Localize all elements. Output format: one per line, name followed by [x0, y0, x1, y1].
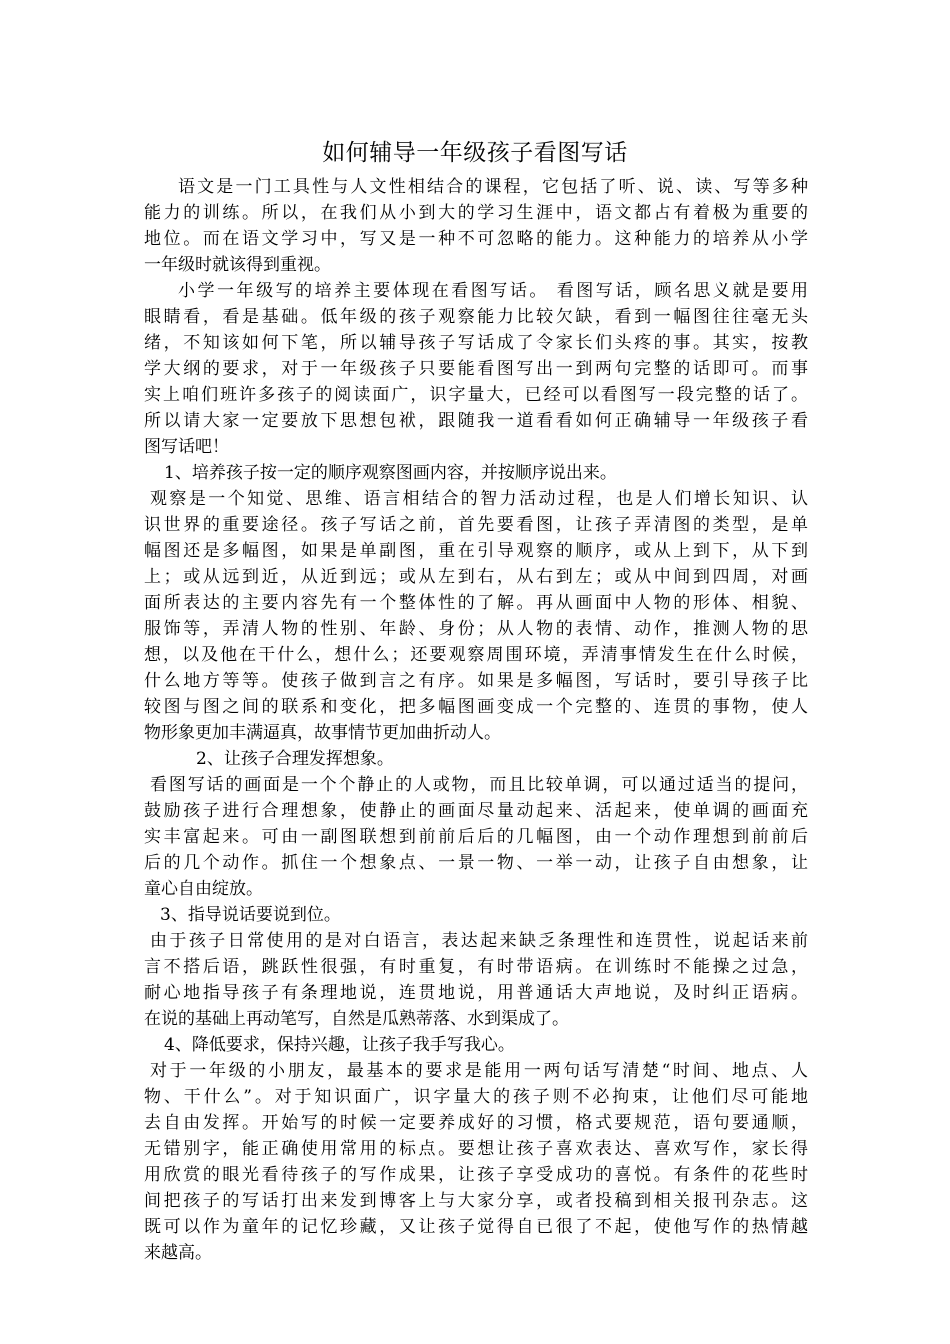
text-line: 实上咱们班许多孩子的阅读面广，识字量大，已经可以看图写一段完整的话了。 [144, 385, 808, 405]
text-line: 图写话吧！ [144, 437, 229, 457]
text-line: 上；或从远到近，从近到远；或从左到右，从右到左；或从中间到四周，对画 [144, 567, 808, 587]
text-line: 在说的基础上再动笔写，自然是瓜熟蒂落、水到渠成了。 [144, 1009, 569, 1029]
text-line: 实丰富起来。可由一副图联想到前前后后的几幅图，由一个动作理想到前前后 [144, 827, 808, 847]
text-line: 绪，不知该如何下笔，所以辅导孩子写话成了令家长们头疼的事。其实，按教 [144, 333, 808, 353]
text-line: 幅图还是多幅图，如果是单副图，重在引导观察的顺序，或从上到下，从下到 [144, 541, 808, 561]
text-line: 去自由发挥。开始写的时候一定要养成好的习惯，格式要规范，语句要通顺， [144, 1113, 808, 1133]
text-line: 眼睛看，看是基础。低年级的孩子观察能力比较欠缺，看到一幅图往往毫无头 [144, 307, 808, 327]
text-line: 物形象更加丰满逼真，故事情节更加曲折动人。 [144, 723, 501, 743]
text-line: 什么地方等等。使孩子做到言之有序。如果是多幅图，写话时，要引导孩子比 [144, 671, 808, 691]
document-body [144, 174, 808, 1266]
text-line: 用欣赏的眼光看待孩子的写作成果，让孩子享受成功的喜悦。有条件的花些时 [144, 1165, 808, 1185]
text-line: 面所表达的主要内容先有一个整体性的了解。再从画面中人物的形体、相貌、 [144, 593, 808, 613]
text-line: 想，以及他在干什么，想什么；还要观察周围环境，弄清事情发生在什么时候， [144, 645, 808, 665]
section-heading: 1、培养孩子按一定的顺序观察图画内容，并按顺序说出来。 [164, 463, 617, 483]
text-line: 既可以作为童年的记忆珍藏，又让孩子觉得自已很了不起，使他写作的热情越 [144, 1217, 808, 1237]
text-line: 耐心地指导孩子有条理地说，连贯地说，用普通话大声地说，及时纠正语病。 [144, 983, 808, 1003]
text-line: 一年级时就该得到重视。 [144, 255, 331, 275]
section-heading: 2、让孩子合理发挥想象。 [196, 749, 394, 769]
text-line: 地位。而在语文学习中，写又是一种不可忽略的能力。这种能力的培养从小学 [144, 229, 808, 249]
text-line: 鼓励孩子进行合理想象，使静止的画面尽量动起来、活起来，使单调的画面充 [144, 801, 808, 821]
section-heading: 3、指导说话要说到位。 [160, 905, 341, 925]
text-line: 能力的训练。所以，在我们从小到大的学习生涯中，语文都占有着极为重要的 [144, 203, 808, 223]
text-line: 较图与图之间的联系和变化，把多幅图画变成一个完整的、连贯的事物，使人 [144, 697, 808, 717]
text-line: 由于孩子日常使用的是对白语言，表达起来缺乏条理性和连贯性，说起话来前 [150, 931, 808, 951]
text-line: 小学一年级写的培养主要体现在看图写话。 看图写话，顾名思义就是要用 [178, 281, 808, 301]
text-line: 所以请大家一定要放下思想包袱，跟随我一道看看如何正确辅导一年级孩子看 [144, 411, 808, 431]
text-line: 后的几个动作。抓住一个想象点、一景一物、一举一动，让孩子自由想象，让 [144, 853, 808, 873]
text-line: 观察是一个知觉、思维、语言相结合的智力活动过程，也是人们增长知识、认 [150, 489, 808, 509]
text-line: 识世界的重要途径。孩子写话之前，首先要看图，让孩子弄清图的类型，是单 [144, 515, 808, 535]
text-line: 服饰等，弄清人物的性别、年龄、身份；从人物的表情、动作，推测人物的思 [144, 619, 808, 639]
document-title: 如何辅导一年级孩子看图写话 [322, 140, 628, 166]
section-heading: 4、降低要求，保持兴趣，让孩子我手写我心。 [164, 1035, 515, 1055]
text-line: 物、干什么”。对于知识面广，识字量大的孩子则不必拘束，让他们尽可能地 [144, 1087, 808, 1107]
text-line: 对于一年级的小朋友，最基本的要求是能用一两句话写清楚“时间、地点、人 [150, 1061, 808, 1081]
text-line: 童心自由绽放。 [144, 879, 263, 899]
text-line: 学大纲的要求，对于一年级孩子只要能看图写出一到两句完整的话即可。而事 [144, 359, 808, 379]
text-line: 无错别字，能正确使用常用的标点。要想让孩子喜欢表达、喜欢写作，家长得 [144, 1139, 808, 1159]
text-line: 言不搭后语，跳跃性很强，有时重复，有时带语病。在训练时不能操之过急， [144, 957, 808, 977]
text-line: 看图写话的画面是一个个静止的人或物，而且比较单调，可以通过适当的提问， [150, 775, 808, 795]
text-line: 间把孩子的写话打出来发到博客上与大家分享，或者投稿到相关报刊杂志。这 [144, 1191, 808, 1211]
text-line: 来越高。 [144, 1243, 212, 1263]
text-line: 语文是一门工具性与人文性相结合的课程，它包括了听、说、读、写等多种 [178, 177, 808, 197]
